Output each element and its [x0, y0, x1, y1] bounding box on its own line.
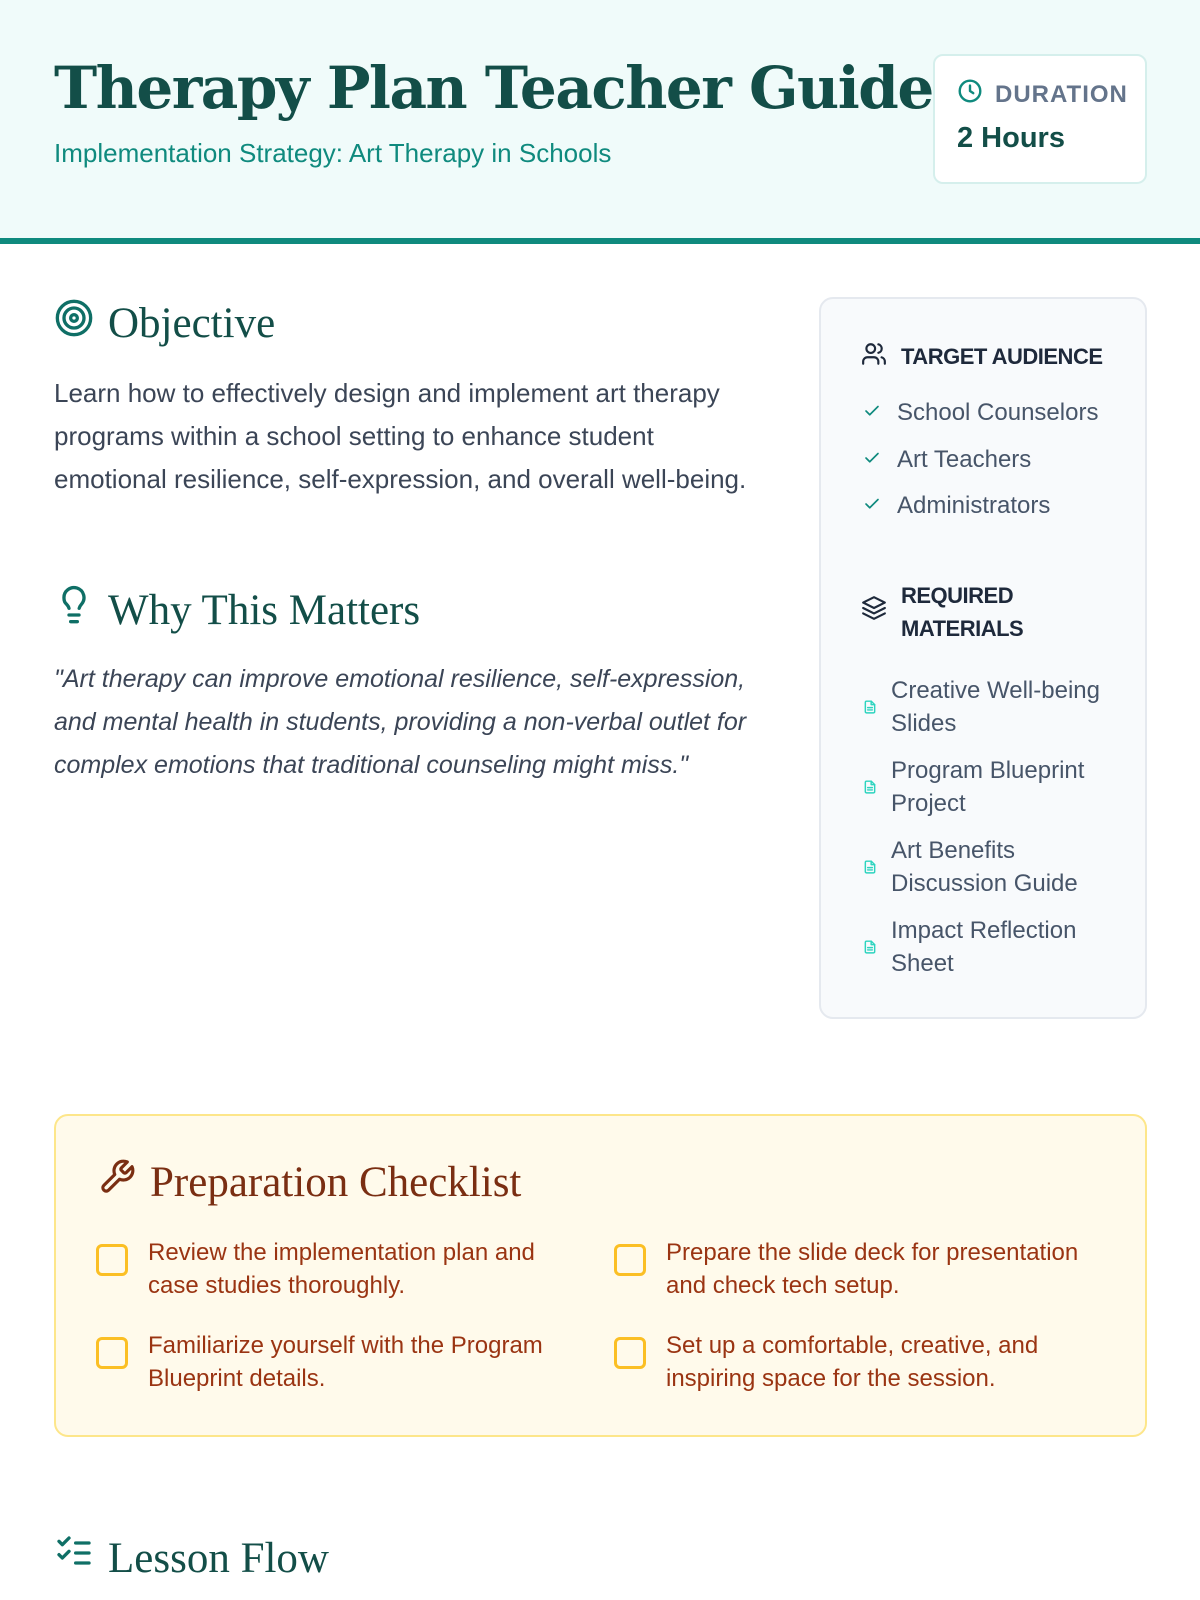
target-icon [54, 298, 94, 349]
audience-item [863, 492, 1050, 520]
checklist-item[interactable] [614, 1329, 1104, 1395]
document-icon [863, 691, 877, 724]
duration-value: 2 Hours [957, 122, 1065, 154]
material-item [863, 754, 1123, 820]
lightbulb-icon [54, 585, 94, 636]
layers-icon [861, 595, 887, 630]
checklist-item[interactable] [96, 1236, 586, 1302]
materials-heading [861, 579, 1101, 645]
checkbox[interactable] [96, 1244, 128, 1276]
audience-item-label: Administrators [897, 492, 1051, 519]
audience-item-label: School Counselors [897, 399, 1099, 426]
clock-icon [957, 78, 983, 111]
material-item [863, 834, 1123, 900]
checklist-item-label: Set up a comfortable, creative, and inspiring space for the session. [666, 1332, 1039, 1392]
materials-heading-text: REQUIRED MATERIALS [901, 583, 1024, 641]
list-checks-icon [54, 1533, 94, 1584]
audience-heading [861, 341, 1103, 373]
checklist-item-label: Prepare the slide deck for presentation and check tech setup. [666, 1239, 1079, 1299]
check-icon [863, 492, 881, 520]
audience-item [863, 399, 1098, 427]
checklist-item-label: Familiarize yourself with the Program Blueprint details. [148, 1332, 543, 1392]
material-item-label: Program Blueprint Project [891, 757, 1085, 817]
check-icon [863, 446, 881, 474]
audience-item-label: Art Teachers [897, 446, 1032, 473]
material-item [863, 914, 1123, 980]
lesson-flow-heading-text: Lesson Flow [108, 1535, 329, 1582]
objective-heading [54, 298, 275, 349]
checklist-item[interactable] [96, 1329, 586, 1395]
material-item-label: Impact Reflection Sheet [891, 917, 1077, 977]
objective-text: Learn how to effectively design and implement art therapy programs within a school setting to enhance student emotional resilience, self-expression, and overall well-being. [54, 378, 747, 494]
material-item [863, 674, 1123, 740]
why-quote: "Art therapy can improve emotional resilience, self-expression, and mental health in students, providing a non-verbal outlet for complex emotions that traditional counseling might miss." [54, 665, 747, 779]
objective-heading-text: Objective [108, 300, 276, 347]
checklist-item[interactable] [614, 1236, 1104, 1302]
duration-card [933, 54, 1147, 184]
checklist-item-label: Review the implementation plan and case studies thoroughly. [148, 1239, 535, 1299]
page-header [0, 0, 1200, 244]
audience-heading-text: TARGET AUDIENCE [901, 344, 1103, 369]
checklist-heading [98, 1158, 521, 1207]
preparation-checklist [54, 1114, 1147, 1437]
check-icon [863, 399, 881, 427]
document-icon [863, 931, 877, 964]
checkbox[interactable] [614, 1337, 646, 1369]
material-item-label: Creative Well-being Slides [891, 677, 1100, 737]
duration-label: DURATION [995, 80, 1128, 108]
wrench-icon [98, 1158, 136, 1207]
checklist-heading-text: Preparation Checklist [150, 1159, 522, 1206]
why-heading [54, 585, 420, 636]
audience-item [863, 446, 1031, 474]
lesson-flow-heading [54, 1533, 329, 1584]
page-title: Therapy Plan Teacher Guide [54, 54, 933, 122]
checkbox[interactable] [96, 1337, 128, 1369]
sidebar-card [819, 297, 1147, 1019]
page-subtitle: Implementation Strategy: Art Therapy in Schools [54, 138, 612, 168]
material-item-label: Art Benefits Discussion Guide [891, 837, 1078, 897]
duration-label-row [957, 78, 1128, 111]
document-icon [863, 851, 877, 884]
users-icon [861, 341, 887, 373]
document-icon [863, 771, 877, 804]
checkbox[interactable] [614, 1244, 646, 1276]
why-heading-text: Why This Matters [108, 587, 421, 634]
